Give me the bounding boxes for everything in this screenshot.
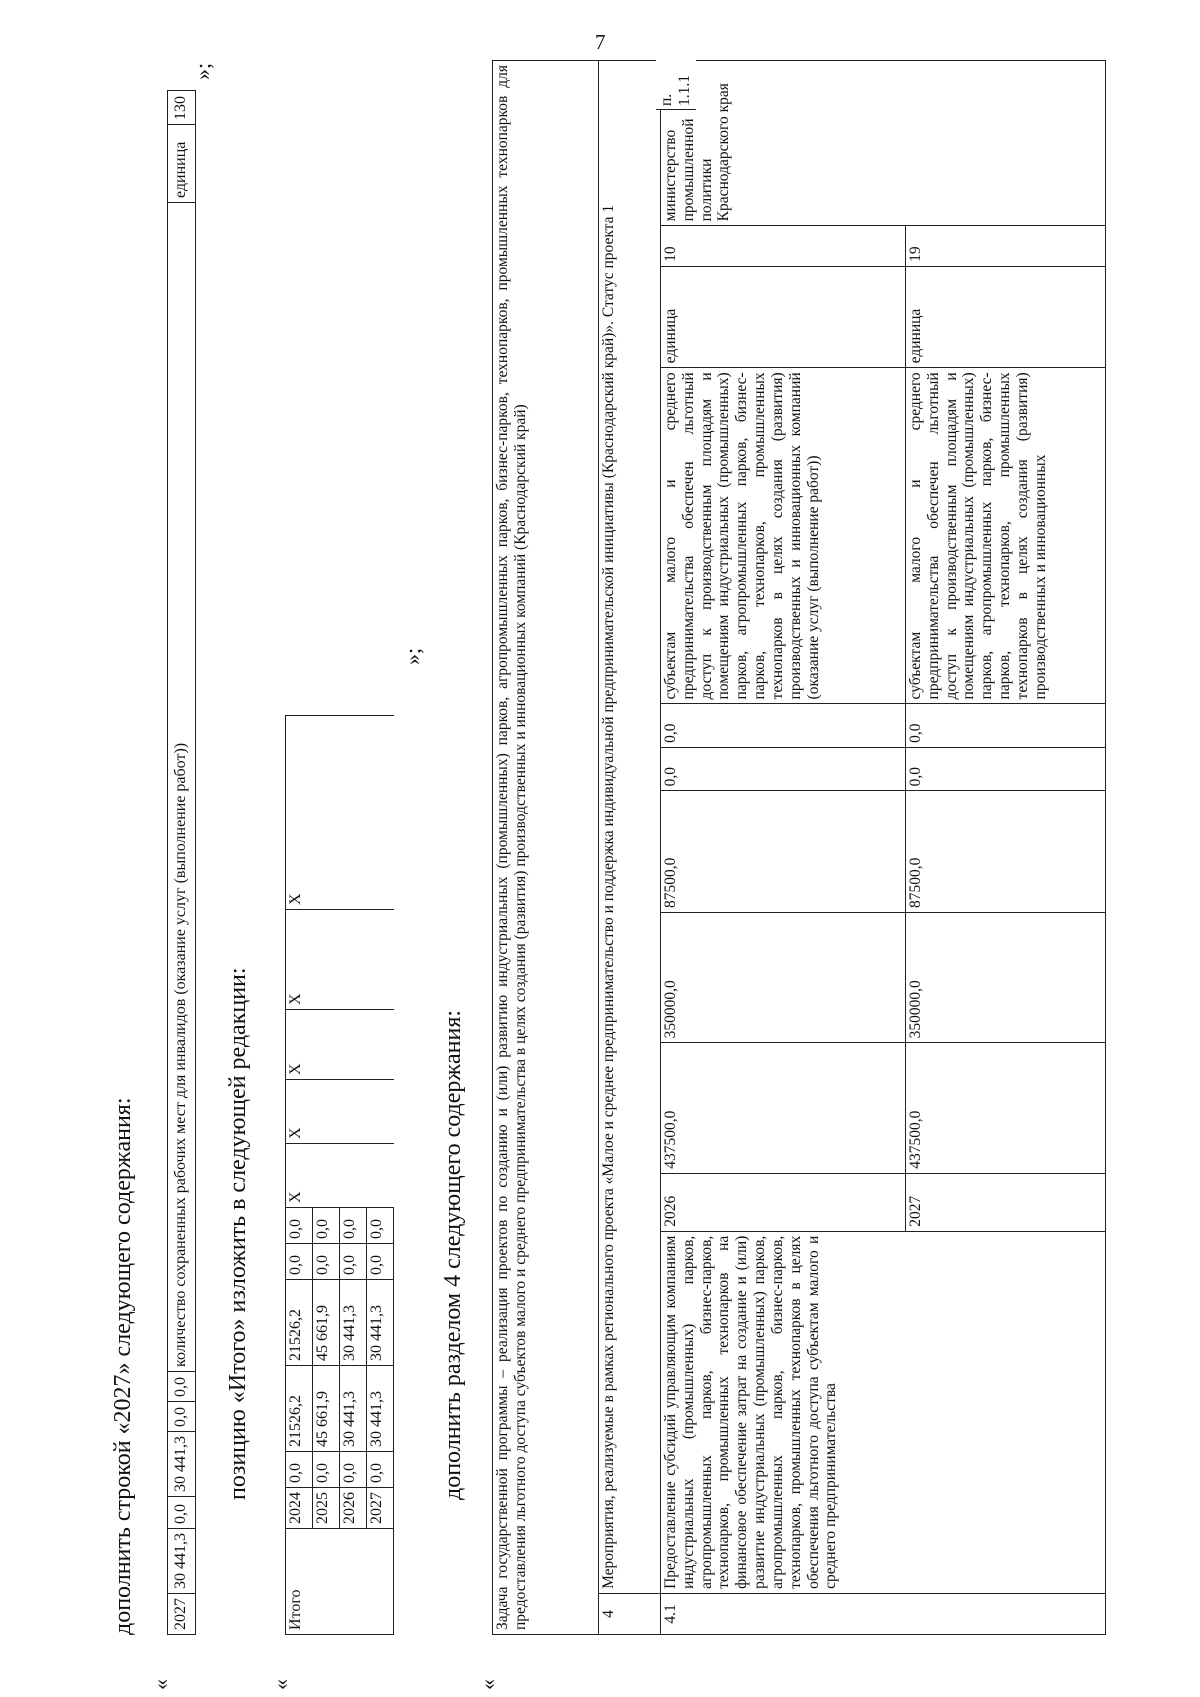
cell-v5: 0,0: [168, 1372, 196, 1402]
itogo-x-3: X: [286, 1010, 394, 1080]
close-quote-1: »;: [190, 62, 215, 80]
itogo-v3: 0,0: [340, 1244, 367, 1280]
open-quote-1: «: [148, 1679, 173, 1690]
itogo-x-1: X: [286, 1144, 394, 1208]
itogo-v4: 0,0: [367, 1208, 394, 1244]
cell-v3: 30 441,3: [168, 1432, 196, 1497]
unit-2027: единица: [906, 266, 1106, 367]
itogo-x-4: X: [286, 910, 394, 1010]
itogo-v1: 0,0: [313, 1452, 340, 1488]
close-quote-2: »;: [400, 647, 425, 665]
itogo-x-2: X: [286, 1080, 394, 1144]
task-text: Задача государственной программы – реализация проектов по созданию и (или) развитию индустриальных (промышленных) парков, агропромышленных парков, бизнес-парков, технопарков, промышленных технопарков для предоставления льготного доступа субъектов малого и среднего предпринимательства в целях создания (развития) производственных и инновационных компаний (Краснодарский край): [493, 61, 599, 1635]
itogo-v2: 45 661,9: [313, 1366, 340, 1452]
cell-v2: 0,0: [168, 1497, 196, 1529]
rotated-content: [100, 55, 1150, 1690]
executor: министерство промышленной политики Краснодарского края: [661, 61, 1106, 226]
itogo-v2b: 45 661,9: [313, 1280, 340, 1366]
itogo-v2: 30 441,3: [340, 1366, 367, 1452]
value-2026: 10: [661, 226, 906, 267]
unit-2026: единица: [661, 266, 906, 367]
itogo-year: 2027: [367, 1488, 394, 1529]
intro-line-1: дополнить строкой «2027» следующего содержания:: [110, 1097, 136, 1635]
itogo-v2: 30 441,3: [367, 1366, 394, 1452]
itogo-v3: 0,0: [367, 1244, 394, 1280]
itogo-v1: 0,0: [367, 1452, 394, 1488]
a-2027: 350000,0: [906, 913, 1106, 1043]
section-number: 4: [599, 1593, 661, 1634]
measure-number: 4.1: [661, 1593, 1106, 1634]
open-quote-2: «: [268, 1679, 293, 1690]
itogo-v4: 0,0: [313, 1208, 340, 1244]
open-quote-3: «: [475, 1679, 500, 1690]
intro-line-2: позицию «Итого» изложить в следующей редакции:: [225, 967, 251, 1500]
intro-line-3: дополнить разделом 4 следующего содержания:: [440, 1009, 466, 1500]
itogo-v4: 0,0: [286, 1208, 313, 1244]
b-2026: 87500,0: [661, 791, 906, 913]
d-2027: 0,0: [906, 704, 1106, 747]
itogo-v2: 21526,2: [286, 1280, 313, 1366]
cell-indicator: количество сохраненных рабочих мест для инвалидов (оказание услуг (выполнение работ)): [168, 203, 196, 1372]
section-heading: Мероприятия, реализуемые в рамках регионального проекта «Малое и среднее предпринимательство и поддержка индивидуальной предпринимательской инициативы (Краснодарский край)». Статус проекта 1: [599, 61, 661, 1594]
year-2027: 2027: [906, 1173, 1106, 1231]
itogo-year: 2025: [313, 1488, 340, 1529]
cell-value: 130: [168, 91, 196, 125]
section-4-table: [492, 60, 1106, 1635]
itogo-v1: 0,0: [340, 1452, 367, 1488]
itogo-v0: 21526,2: [286, 1366, 313, 1452]
b-2027: 87500,0: [906, 791, 1106, 913]
a-2026: 350000,0: [661, 913, 906, 1043]
itogo-v2b: 30 441,3: [367, 1280, 394, 1366]
measure-text: Предоставление субсидий управляющим компаниям индустриальных (промышленных) парков, агропромышленных парков, бизнес-парков, технопарков, промышленных технопарков на финансовое обеспечение затрат на создание и (или) развитие индустриальных (промышленных) парков, агропромышленных парков, бизнес-парков, технопарков, промышленных технопарков в целях обеспечения льготного доступа субъектам малого и среднего предпринимательства: [661, 1231, 1106, 1593]
year-2026: 2026: [661, 1173, 906, 1231]
row-2027-table: [167, 90, 196, 1635]
d-2026: 0,0: [661, 704, 906, 747]
itogo-v3: 0,0: [286, 1244, 313, 1280]
cell-unit: единица: [168, 125, 196, 203]
page-number: 7: [595, 30, 606, 54]
itogo-v2b: 30 441,3: [340, 1280, 367, 1366]
cell-v1: 30 441,3: [168, 1529, 196, 1594]
total-2026: 437500,0: [661, 1043, 906, 1173]
value-2027: 19: [906, 226, 1106, 267]
itogo-x-5: X: [286, 716, 394, 910]
itogo-year: 2026: [340, 1488, 367, 1529]
itogo-label: Итого: [286, 1529, 394, 1635]
itogo-v4: 0,0: [340, 1208, 367, 1244]
cell-year: 2027: [168, 1594, 196, 1635]
itogo-year: 2024: [286, 1488, 313, 1529]
total-2027: 437500,0: [906, 1043, 1106, 1173]
c-2027: 0,0: [906, 747, 1106, 790]
itogo-table: [285, 715, 394, 1635]
itogo-v1: 0,0: [286, 1452, 313, 1488]
cell-v4: 0,0: [168, 1402, 196, 1432]
itogo-v3: 0,0: [313, 1244, 340, 1280]
result-2026: субъектам малого и среднего предпринимательства обеспечен льготный доступ к производственным площадям и помещениям индустриальных (промышленных) парков, агропромышленных парков, бизнес-парков, технопарков, промышленных технопарков в целях создания (развития) производственных и инновационных компаний (оказание услуг (выполнение работ)): [661, 368, 906, 704]
c-2026: 0,0: [661, 747, 906, 790]
result-2027: субъектам малого и среднего предпринимательства обеспечен льготный доступ к производственным площадям и помещениям индустриальных (промышленных) парков, агропромышленных парков, бизнес-парков, технопарков, промышленных технопарков в целях создания (развития) производственных и инновационных: [906, 368, 1106, 704]
point-reference: п. 1.1.1: [656, 56, 696, 110]
